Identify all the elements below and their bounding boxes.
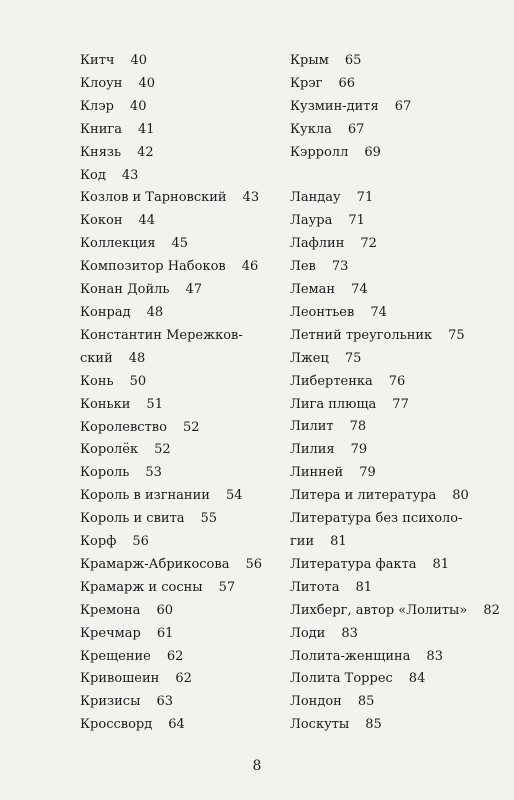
index-entry: [290, 142, 500, 165]
entry-page-number: 81: [432, 556, 450, 572]
index-entry: [290, 646, 500, 669]
entry-page-number: 47: [185, 282, 203, 298]
entry-page-number: 46: [241, 259, 259, 275]
entry-term: Кэрролл: [290, 144, 349, 160]
index-entry: [290, 714, 500, 737]
entry-term: Корф: [80, 534, 117, 550]
index-entry: [80, 417, 290, 440]
entry-term: Литера и литература: [290, 488, 437, 504]
entry-term: Кузмин-дитя: [290, 98, 379, 114]
index-entry: [290, 187, 500, 210]
index-entry: [290, 416, 500, 439]
entry-term: Лондон: [290, 694, 342, 710]
index-entry: [80, 531, 290, 554]
entry-page-number: 52: [182, 419, 200, 435]
index-entry: [80, 554, 290, 577]
index-entry: [80, 691, 290, 714]
entry-term: Кремона: [80, 602, 141, 618]
entry-page-number: 64: [168, 717, 185, 733]
index-entry: [290, 302, 500, 325]
index-entry: [290, 73, 500, 96]
index-entry: [80, 462, 290, 485]
index-entry: [290, 210, 500, 233]
index-entry: [80, 394, 290, 417]
index-entry: [80, 73, 290, 96]
index-entry: [290, 439, 500, 462]
entry-term: Крэг: [290, 75, 323, 91]
index-entry: [290, 485, 500, 508]
entry-page-number: 85: [357, 694, 375, 710]
entry-term: Ландау: [290, 190, 341, 206]
entry-page-number: 48: [128, 350, 146, 366]
entry-term: Коллекция: [80, 236, 156, 252]
index-entry: [80, 256, 290, 279]
entry-page-number: 45: [171, 236, 188, 252]
page-number: 8: [252, 758, 262, 774]
entry-term: Кокон: [80, 213, 123, 229]
entry-page-number: 67: [347, 121, 365, 137]
index-entry: [290, 462, 500, 485]
entry-page-number: 61: [156, 625, 174, 641]
entry-term: Кроссворд: [80, 717, 153, 733]
entry-term: Клэр: [80, 98, 114, 114]
entry-term: Конан Дойль: [80, 282, 170, 298]
entry-page-number: 40: [129, 98, 147, 114]
entry-term: Крым: [290, 53, 329, 68]
index-entry: [290, 623, 500, 646]
index-entry: [290, 233, 500, 256]
index-entry: [80, 233, 290, 256]
entry-term: Клоун: [80, 75, 123, 91]
index-entry: [290, 668, 500, 691]
entry-term: Кречмар: [80, 625, 141, 641]
index-entry: [80, 600, 290, 623]
index-entry: [80, 325, 290, 348]
entry-term: Лига плюща: [290, 396, 377, 412]
index-entry: [80, 96, 290, 119]
entry-term: гии: [290, 534, 315, 550]
entry-page-number: 66: [338, 75, 356, 91]
entry-page-number: 78: [349, 419, 367, 435]
index-entry: [290, 348, 500, 371]
entry-term: Литература без психоло-: [290, 511, 463, 527]
index-entry: [290, 394, 500, 417]
entry-term: Летний треугольник: [290, 327, 433, 343]
entry-page-number: 79: [350, 442, 368, 458]
entry-term: Крещение: [80, 648, 151, 664]
entry-page-number: 52: [154, 442, 171, 458]
entry-term: Королёк: [80, 442, 139, 458]
entry-page-number: 65: [344, 53, 362, 68]
entry-term: Лафлин: [290, 236, 345, 252]
entry-term: Китч: [80, 53, 115, 68]
entry-page-number: 62: [175, 671, 192, 687]
index-column-right: [290, 50, 500, 737]
entry-term: Князь: [80, 144, 122, 160]
index-entry: [80, 187, 290, 210]
entry-page-number: 41: [137, 121, 155, 137]
index-entry: [290, 691, 500, 714]
index-entry: [290, 279, 500, 302]
index-entry: [80, 508, 290, 531]
index-entry: [80, 165, 290, 188]
entry-page-number: 72: [360, 236, 377, 252]
entry-page-number: 43: [121, 167, 139, 183]
entry-term: Конрад: [80, 304, 131, 320]
entry-page-number: 56: [245, 556, 263, 572]
entry-page-number: 69: [364, 144, 381, 160]
index-entry: [80, 50, 290, 73]
entry-page-number: 81: [330, 534, 347, 550]
entry-term: Книга: [80, 121, 122, 137]
entry-page-number: 74: [351, 282, 368, 298]
entry-term: Крамарж-Абрикосова: [80, 556, 230, 572]
index-entry: [80, 142, 290, 165]
entry-term: Король: [80, 465, 130, 481]
index-entry: [80, 668, 290, 691]
index-entry: [80, 210, 290, 233]
entry-page-number: 76: [388, 373, 406, 389]
entry-term: ский: [80, 350, 113, 366]
entry-page-number: 48: [146, 304, 164, 320]
entry-page-number: 56: [132, 534, 149, 550]
entry-page-number: 80: [452, 488, 469, 504]
index-entry: [290, 325, 500, 348]
entry-term: Композитор Набоков: [80, 259, 226, 275]
entry-page-number: 55: [200, 511, 218, 527]
entry-term: Лоскуты: [290, 717, 350, 733]
entry-page-number: 79: [359, 465, 376, 481]
entry-term: Кризисы: [80, 694, 141, 710]
entry-term: Кукла: [290, 121, 332, 137]
entry-page-number: 85: [365, 717, 382, 733]
entry-term: Королевство: [80, 419, 167, 435]
index-entry: [290, 508, 500, 531]
index-entry: [290, 96, 500, 119]
entry-term: Лилия: [290, 442, 335, 458]
entry-term: Кривошеин: [80, 671, 160, 687]
entry-term: Лилит: [290, 419, 334, 435]
index-entry: [80, 302, 290, 325]
entry-page-number: 67: [394, 98, 412, 114]
entry-page-number: 57: [218, 579, 236, 595]
entry-page-number: 51: [146, 396, 163, 412]
index-entry: [80, 714, 290, 737]
entry-page-number: 60: [156, 602, 173, 618]
index-group-k: [290, 50, 500, 165]
entry-page-number: 83: [426, 648, 443, 664]
entry-page-number: 42: [137, 144, 154, 160]
entry-term: Король и свита: [80, 511, 185, 527]
entry-page-number: 83: [341, 625, 358, 641]
entry-term: Леман: [290, 282, 336, 298]
entry-page-number: 71: [348, 213, 365, 229]
entry-term: Король в изгнании: [80, 488, 210, 504]
entry-term: Литература факта: [290, 556, 417, 572]
entry-term: Козлов и Тарновский: [80, 190, 227, 206]
index-entry: [290, 600, 500, 623]
entry-term: Код: [80, 167, 106, 183]
entry-page-number: 82: [483, 602, 500, 618]
index-entry: [290, 554, 500, 577]
index-entry: [290, 50, 500, 73]
entry-term: Лев: [290, 259, 316, 275]
entry-page-number: 54: [225, 488, 243, 504]
entry-term: Лолита-женщина: [290, 648, 411, 664]
entry-page-number: 40: [130, 53, 148, 68]
entry-page-number: 62: [166, 648, 184, 664]
index-entry: [80, 485, 290, 508]
index-entry: [290, 531, 500, 554]
index-entry: [80, 371, 290, 394]
index-entry: [80, 577, 290, 600]
entry-term: Лолита Торрес: [290, 671, 393, 687]
index-entry: [80, 646, 290, 669]
entry-term: Лихберг, автор «Лолиты»: [290, 602, 468, 618]
entry-page-number: 40: [138, 75, 156, 91]
entry-term: Лаура: [290, 213, 333, 229]
entry-term: Либертенка: [290, 373, 373, 389]
index-entry: [80, 119, 290, 142]
letter-gap: [290, 165, 500, 188]
index-entry: [290, 256, 500, 279]
entry-term: Коньки: [80, 396, 131, 412]
entry-page-number: 75: [344, 350, 362, 366]
entry-page-number: 63: [156, 694, 173, 710]
entry-term: Лоди: [290, 625, 326, 641]
entry-page-number: 43: [242, 190, 260, 206]
entry-page-number: 53: [145, 465, 162, 481]
entry-term: Конь: [80, 373, 114, 389]
index-entry: [80, 623, 290, 646]
entry-term: Константин Мережков-: [80, 327, 243, 343]
entry-page-number: 50: [129, 373, 147, 389]
index-entry: [80, 348, 290, 371]
entry-term: Леонтьев: [290, 304, 355, 320]
entry-term: Крамарж и сосны: [80, 579, 203, 595]
index-entry: [80, 439, 290, 462]
index-entry: [290, 577, 500, 600]
entry-page-number: 74: [370, 304, 387, 320]
index-column-left: [80, 50, 290, 737]
entry-term: Линней: [290, 465, 344, 481]
entry-term: Литота: [290, 579, 340, 595]
index-entry: [290, 371, 500, 394]
entry-page-number: 84: [408, 671, 426, 687]
entry-page-number: 77: [392, 396, 409, 412]
index-entry: [290, 119, 500, 142]
index-entry: [80, 279, 290, 302]
entry-page-number: 73: [331, 259, 349, 275]
entry-page-number: 81: [355, 579, 373, 595]
index-group-l: [290, 187, 500, 737]
entry-page-number: 71: [356, 190, 374, 206]
entry-term: Лжец: [290, 350, 329, 366]
entry-page-number: 44: [138, 213, 156, 229]
entry-page-number: 75: [448, 327, 465, 343]
